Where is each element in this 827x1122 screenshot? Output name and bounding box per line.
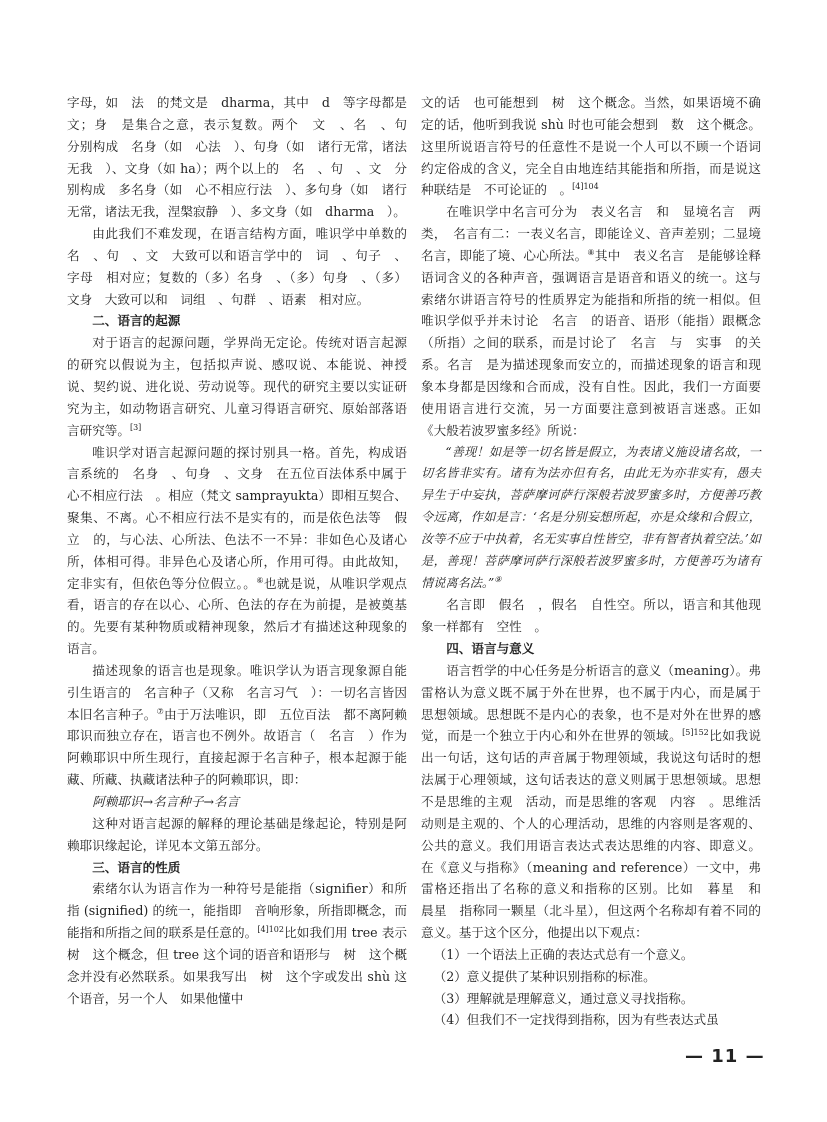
paragraph-text: 二、语言的起源 <box>92 313 181 329</box>
section-heading <box>67 857 407 879</box>
paragraph-text: 名言即 假名 ，假名 自性空。所以，语言和其他现象一样都有 空性 。 <box>421 597 761 635</box>
body-paragraph <box>67 813 407 857</box>
list-item <box>421 966 761 988</box>
list-item <box>421 988 761 1010</box>
paragraph-text: 语言哲学的中心任务是分析语言的意义（meaning）。弗雷格认为意义既不属于外在世界，也不属于内心，而是属于思想领域。思想既不是内心的表象，也不是对外在世界的感觉，而是一个独立于内心和外在世界的领域。 <box>421 662 761 744</box>
body-paragraph <box>67 332 407 441</box>
body-paragraph <box>421 660 774 944</box>
body-paragraph <box>67 223 420 310</box>
paragraph-text: “善现！如是等一切名皆是假立，为表诸义施设诸名故，一切名皆非实有。诸有为法亦但有名，由此无为亦非实有，愚夫异生于中妄执，菩萨摩诃萨行深般若波罗蜜多时，方便善巧教令远离，作如是言：‘名是分别妄想所起，亦是众缘和合假立，汝等不应于中执着，名无实事自性皆空，非有智者执着空法。’如是，善现！菩萨摩诃萨行深般若波罗蜜多时，方便善巧为诸有情说离名法。” <box>421 444 761 590</box>
paragraph-text: （3）理解就是理解意义，通过意义寻找指称。 <box>433 990 694 1006</box>
paragraph-text-continued: 比如我说出一句话，这句话的声音属于物理领域，我说这句话时的想法属于心理领域，这句话表达的意义则属于思想领域。思想不是思维的主观 活动，而是思维的客观 内容 。思维活动则是主观的、个人的心理活动，思维的内容则是客观的、公共的意义。我们用语言表达式表达思维的内容、即意义。在《意义与指称》（meaning and reference）一文中，弗雷格还指出了名称的意义和指称的区别。比如 暮星 和 晨星 指称同一颗星（北斗星），但这两个名称却有着不同的意义。基于这个区分，他提出以下观点： <box>421 728 774 941</box>
body-paragraph <box>421 201 761 441</box>
body-paragraph <box>421 92 761 201</box>
paragraph-text: 这种对语言起源的解释的理论基础是缘起论，特别是阿赖耶识缘起论，详见本文第五部分。 <box>67 815 407 853</box>
paragraph-text: （1）一个语法上正确的表达式总有一个意义。 <box>433 946 694 962</box>
body-paragraph <box>421 594 761 638</box>
citation-mark: [5]152 <box>682 728 709 738</box>
paragraph-text-continued: 其中 表义名言 是能够诠释语词含义的各种声音，强调语言是语音和语义的统一。这与索绪尔讲语言符号的性质界定为能指和所指的统一相似。但唯识学似乎并未讨论 名言 的语音、语形（能指）跟概念（所指）之间的联系，而是讨论了 名言 与 实事 的关系。名言 是为描述现象而安立的，而描述现象的语言和现象本身都是因缘和合而成，没有自性。因此，我们一方面要使用语言进行交流，另一方面要注意到被语言迷惑。正如《大般若波罗蜜多经》所说： <box>421 247 762 438</box>
body-paragraph <box>67 92 420 223</box>
paragraph-text: 唯识学对语言起源问题的探讨别具一格。首先，构成语言系统的 名身 、句身 、文身 在五位百法体系中属于 心不相应行法 。相应（梵文 samprayukta）即相互契合、聚集、不离。心不相应行法不是实有的，而是依色法等 假立 的，与心法、心所法、色法不一不异：非如色心及诸心所，体相可得。非异色心及诸心所，作用可得。由此故知，定非实有，但依色等分位假立。。 <box>67 444 420 591</box>
paragraph-text: 四、语言与意义 <box>446 641 535 657</box>
page-number: — 11 — <box>685 1046 765 1067</box>
citation-mark: ⑨ <box>494 574 502 584</box>
paragraph-text-continued: 由于万法唯识，即 五位百法 都不离阿赖耶识而独立存在，语言也不例外。故语言（ 名言 ）作为阿赖耶识中所生现行，直接起源于名言种子，根本起源于能藏、所藏、执藏诸法种子的阿赖耶识，即： <box>67 706 408 788</box>
paragraph-text: 由此我们不难发现，在语言结构方面，唯识学中单数的 名 、句 、文 大致可以和语言学中的 词 、句子 、字母 相对应；复数的（多）名身 、（多）句身 、（多）文身 大致可以和 词组 、句群 、语素 相对应。 <box>67 226 420 307</box>
citation-mark: [4]102 <box>257 924 284 934</box>
citation-mark: [3] <box>129 422 142 432</box>
body-paragraph <box>67 442 420 660</box>
paragraph-text: 对于语言的起源问题，学界尚无定论。传统对语言起源的研究以假说为主，包括拟声说、感叹说、本能说、神授说、契约说、进化说、劳动说等。现代的研究主要以实证研究为主，如动物语言研究、儿童习得语言研究、原始部落语言研究等。 <box>67 335 407 438</box>
paragraph-text: 阿赖耶识→名言种子→名言 <box>92 794 240 809</box>
citation-mark: ⑧ <box>587 247 595 257</box>
paragraph-text: （2）意义提供了某种识别指称的标准。 <box>433 968 656 984</box>
list-item <box>421 1009 761 1031</box>
paragraph-text: 文的话 也可能想到 树 这个概念。当然，如果语境不确定的话，他听到我说 shù 时也可能会想到 数 这个概念。这里所说语言符号的任意性不是说一个人可以不顾一个语词约定俗成的含义，完全自由地连结其能指和所指，而是说这种联结是 不可论证的 。 <box>421 95 761 198</box>
paragraph-text-continued: 也就是说，从唯识学观点看，语言的存在以心、心所、色法的存在为前提，是被奠基的。先要有某种物质或精神现象，然后才有描述这种现象的语言。 <box>67 575 408 657</box>
paragraph-text: 索绪尔认为语言作为一种符号是能指（signifier）和所指 (signified) 的统一，能指即 音响形象，所指即概念，而能指和所指之间的联系是任意的。 <box>67 881 407 941</box>
paragraph-text: 描述现象的语言也是现象。唯识学认为语言现象源自能引生语言的 名言种子（又称 名言习气 ）：一切名言皆因本旧名言种子。 <box>67 662 407 722</box>
citation-mark: ⑦ <box>156 706 164 716</box>
formula-line <box>67 791 407 813</box>
paragraph-text: 字母，如 法 的梵文是 dharma，其中 d 等字母都是 文；身 是集合之意，表示复数。两个 文 、名 、句 分别构成 名身（如 心法 ）、句身（如 诸行无常，诸法无我 ）、文身（如 ha）；两个以上的 名 、句 、文 分别构成 多名身（如 心不相应行法 ）、多句身（如 诸行无常，诸法无我，涅槃寂静 ）、多文身（如 dharma ）。 <box>67 95 420 220</box>
citation-mark: ⑥ <box>256 575 264 585</box>
section-heading <box>67 310 407 332</box>
right-column <box>421 92 774 1031</box>
paragraph-text: 在唯识学中名言可分为 表义名言 和 显境名言 两类， 名言有二：一表义名言，即能诠义、音声差别；二显境名言，即能了境、心心所法。 <box>421 204 761 263</box>
paragraph-text: 三、语言的性质 <box>92 859 181 875</box>
citation-mark: [4]104 <box>572 182 599 192</box>
paragraph-text-continued: 比如我们用 tree 表示 树 这个概念，但 tree 这个词的语音和语形与 树 这个概念并没有必然联系。如果我写出 树 这个字或发出 shù 这个语音，另一个人 如果他懂中 <box>67 925 420 1006</box>
paragraph-text: （4）但我们不一定找得到指称，因为有些表达式虽 <box>433 1012 719 1028</box>
left-column <box>67 92 420 1009</box>
sutra-quote <box>421 442 761 595</box>
body-paragraph <box>67 878 420 1009</box>
list-item <box>421 944 761 966</box>
body-paragraph <box>67 660 407 791</box>
section-heading <box>421 638 761 660</box>
